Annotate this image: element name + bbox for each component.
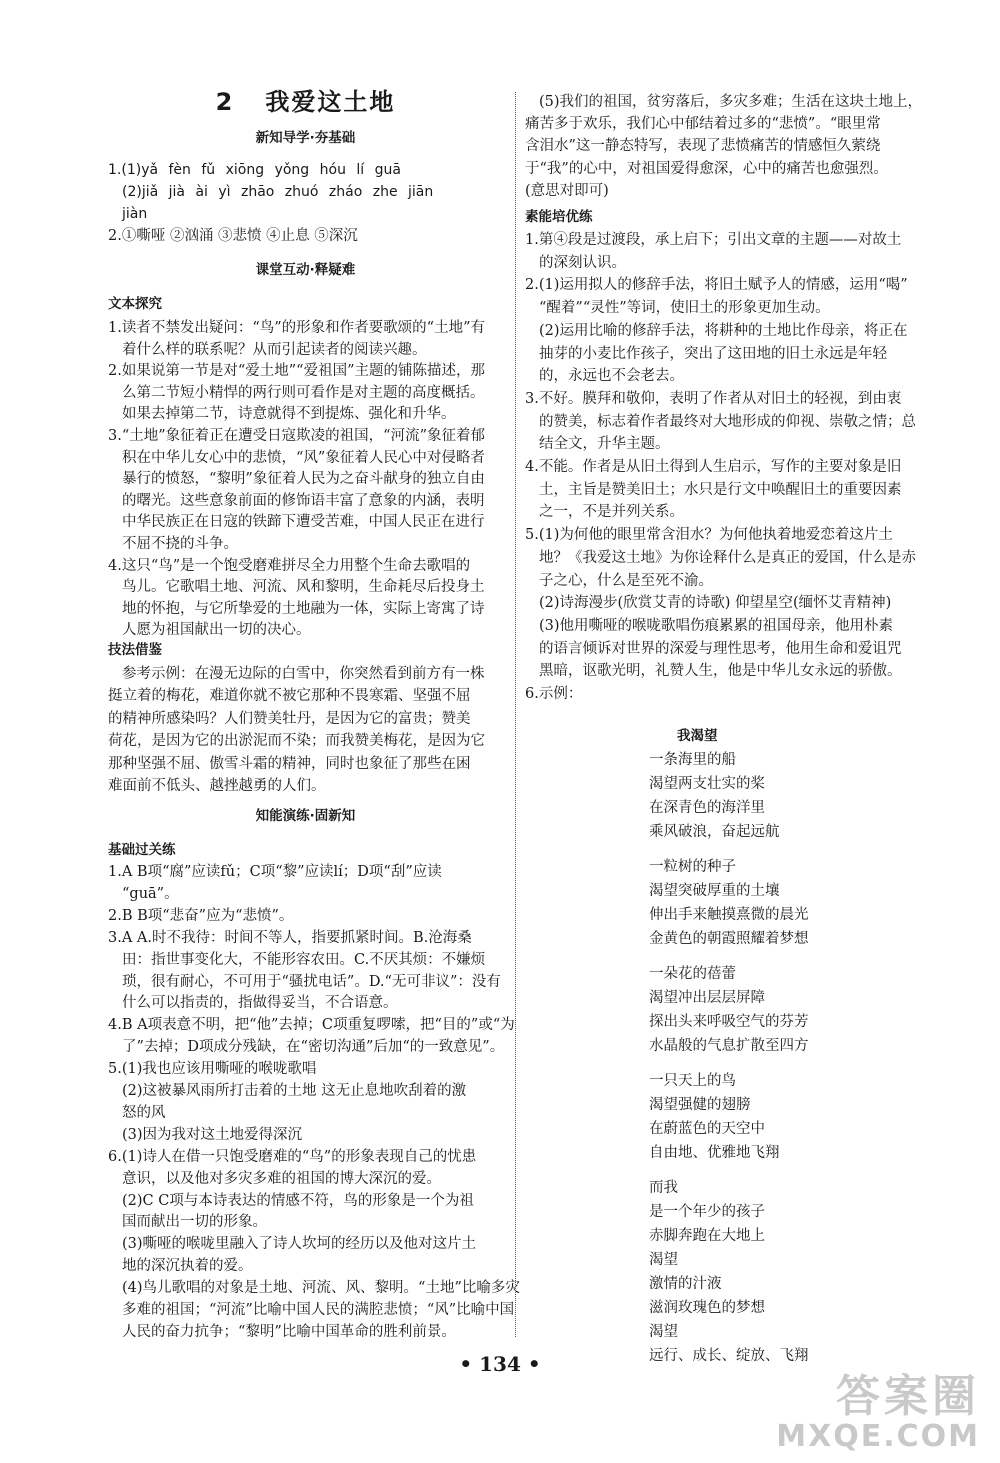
- text-line: 难面前不低头、越挫越勇的人们。: [108, 778, 326, 794]
- text-line: 暴行的愤怒，“黎明”象征着人民为之奋斗献身的独立自由: [122, 471, 485, 488]
- text-line: (4)鸟儿歌唱的对象是土地、河流、风、黎明。“土地”比喻多灾: [122, 1280, 520, 1297]
- section-heading: 新知导学·夯基础: [255, 130, 356, 146]
- poem-line: 乘风破浪，奋起远航: [649, 824, 780, 840]
- poem-line: 在蔚蓝色的天空中: [649, 1121, 765, 1137]
- text-line: 2.(1)运用拟人的修辞手法，将旧土赋予人的情感，运用“喝”: [525, 277, 908, 294]
- text-line: 着什么样的联系呢？从而引起读者的阅读兴趣。: [122, 341, 427, 358]
- text-line: 么第二节短小精悍的两行则可看作是对主题的高度概括。: [122, 384, 485, 401]
- text-line: 荷花，是因为它的出淤泥而不染；而我赞美梅花，是因为它: [108, 733, 485, 750]
- text-line: 如果去掉第二节，诗意就得不到提炼、强化和升华。: [122, 406, 456, 423]
- poem-line: 金黄色的朝霞照耀着梦想: [649, 931, 809, 947]
- text-line: (2)诗海漫步(欣赏艾青的诗歌) 仰望星空(缅怀艾青精神): [539, 595, 892, 612]
- text-line: (2)运用比喻的修辞手法，将耕种的土地比作母亲，将正在: [539, 322, 908, 339]
- text-line: 人愿为祖国献出一切的决心。: [122, 622, 311, 639]
- text-line: 子之心，什么是至死不渝。: [539, 572, 713, 589]
- pinyin-line: (2)jiǎ jià ài yì zhāo zhuó zháo zhe jiān: [122, 184, 434, 200]
- poem-line: 自由地、优雅地飞翔: [649, 1145, 780, 1161]
- pinyin-line: 1.(1)yǎ fèn fǔ xiōng yǒng hóu lí guā: [108, 162, 401, 178]
- text-line: 6.(1)诗人在借一只饱受磨难的“鸟”的形象表现自己的忧患: [108, 1148, 477, 1165]
- text-line: 的曙光。这些意象前面的修饰语丰富了意象的内涵，表明: [122, 492, 485, 509]
- text-line: 3.“土地”象征着正在遭受日寇欺凌的祖国，“河流”象征着郁: [108, 428, 485, 444]
- poem-line: 激情的汁液: [649, 1276, 722, 1292]
- text-line: 那种坚强不屈、傲雪斗霜的精神，同时也象征了那些在困: [108, 755, 471, 772]
- pinyin-line: jiàn: [122, 206, 148, 222]
- text-line: 6.示例：: [525, 686, 583, 702]
- text-line: 3.不好。膜拜和敬仰，表明了作者从对旧土的轻视，到由衷: [525, 390, 902, 407]
- poem-line: 在深青色的海洋里: [649, 800, 765, 816]
- text-line: 4.B A项表意不明，把“他”去掉；C项重复啰嗦，把“目的”或“为: [108, 1017, 515, 1034]
- text-line: 2.如果说第一节是对“爱土地”“爱祖国”主题的铺陈描述，那: [108, 363, 485, 380]
- text-line: 的赞美，标志着作者最终对大地形成的仰视、崇敬之情；总: [539, 413, 916, 430]
- text-line: 琐，很有耐心，不可用于“骚扰电话”。D.“无可非议”：没有: [122, 973, 501, 990]
- lesson-title: [108, 88, 503, 116]
- poem-line: 伸出手来触摸熹微的晨光: [649, 907, 809, 923]
- text-line: 地的怀抱，与它所挚爱的土地融为一体，实际上寄寓了诗: [122, 600, 485, 617]
- text-line: 不屈不挠的斗争。: [122, 536, 238, 552]
- text-line: 中华民族正在日寇的铁蹄下遭受苦难，中国人民正在进行: [122, 514, 485, 531]
- text-line: 4.这只“鸟”是一个饱受磨难拼尽全力用整个生命去歌唱的: [108, 557, 471, 574]
- poem-line: 渴望冲出层层屏障: [649, 990, 765, 1006]
- poem-line: 渴望: [649, 1252, 678, 1268]
- text-line: (意思对即可): [525, 182, 609, 199]
- section-heading: 课堂互动·释疑难: [255, 262, 356, 278]
- text-line: 人民的奋力抗争；“黎明”比喻中国革命的胜利前景。: [122, 1323, 456, 1340]
- text-line: 2.B B项“悲奋”应为“悲愤”。: [108, 907, 294, 924]
- poem-line: 渴望强健的翅膀: [649, 1097, 751, 1113]
- subsection-heading: 基础过关练: [108, 842, 176, 858]
- poem-line: 渴望突破厚重的土壤: [649, 883, 780, 899]
- text-line: 结全文，升华主题。: [539, 436, 670, 453]
- poem-line: 一条海里的船: [649, 752, 736, 768]
- text-line: 抽芽的小麦比作孩子，突出了这田地的旧土永远是年轻: [539, 345, 887, 362]
- text-line: 5.(1)我也应该用嘶哑的喉咙歌唱: [108, 1061, 317, 1078]
- watermark-logo: 答案圈: [836, 1371, 980, 1422]
- text-line: 挺立着的梅花，难道你就不被它那种不畏寒霜、坚强不屈: [108, 688, 471, 705]
- column-divider: [515, 92, 516, 1337]
- text-line: (3)因为我对这土地爱得深沉: [122, 1126, 303, 1143]
- poem-title: 我渴望: [677, 728, 718, 744]
- text-line: 的语言倾诉对世界的深爱与理性思考，他用生命和爱诅咒: [539, 640, 902, 657]
- lesson-title-text: 我爱这土地: [265, 88, 396, 116]
- text-line: 的，永远也不会老去。: [539, 368, 684, 385]
- lesson-number: 2: [215, 88, 235, 116]
- text-line: 1.A B项“腐”应读fǔ；C项“黎”应读lí；D项“刮”应读: [108, 864, 442, 880]
- poem-line: 是一个年少的孩子: [649, 1204, 765, 1220]
- text-line: 痛苦多于欢乐，我们心中郁结着过多的“悲愤”。“眼里常: [525, 116, 881, 133]
- text-line: 意识，以及他对多灾多难的祖国的博大深沉的爱。: [122, 1170, 441, 1187]
- section-heading: 知能演练·固新知: [255, 808, 356, 824]
- poem-line: 渴望: [649, 1324, 678, 1340]
- text-line: 积在中华儿女心中的悲愤，“风”象征着人民心中对侵略者: [122, 449, 485, 466]
- text-line: 的精神所感染吗？人们赞美牡丹，是因为它的富贵；赞美: [108, 710, 471, 727]
- poem-line: 一朵花的蓓蕾: [649, 966, 736, 982]
- text-line: 的深刻认识。: [539, 254, 626, 271]
- subsection-heading: 素能培优练: [525, 209, 593, 225]
- poem-line: 水晶般的气息扩散至四方: [649, 1038, 809, 1054]
- poem-line: 而我: [649, 1180, 678, 1196]
- text-line: 地？《我爱这土地》为你诠释什么是真正的爱国，什么是赤: [539, 549, 916, 566]
- text-line: (3)嘶哑的喉咙里融入了诗人坎坷的经历以及他对这片土: [122, 1236, 477, 1253]
- text-line: 土，主旨是赞美旧土；水只是行文中唤醒旧土的重要因素: [539, 481, 902, 498]
- text-line: 于“我”的心中，对祖国爱得愈深，心中的痛苦也愈强烈。: [525, 160, 888, 177]
- text-line: 黑暗，讴歌光明，礼赞人生，他是中华儿女永远的骄傲。: [539, 663, 902, 680]
- poem-line: 探出头来呼吸空气的芬芳: [649, 1014, 809, 1030]
- subsection-heading: 文本探究: [108, 296, 162, 312]
- subsection-heading: 技法借鉴: [108, 642, 162, 658]
- text-line: 1.第④段是过渡段，承上启下；引出文章的主题——对故土: [525, 232, 902, 248]
- watermark: [776, 1373, 980, 1453]
- text-line: 4.不能。作者是从旧土得到人生启示，写作的主要对象是旧: [525, 459, 902, 475]
- text-line: “guā”。: [122, 885, 179, 902]
- answer-line: 2.①嘶哑 ②汹涌 ③悲愤 ④止息 ⑤深沉: [108, 228, 358, 244]
- poem-line: 渴望两支壮实的桨: [649, 776, 765, 792]
- poem-line: 远行、成长、绽放、飞翔: [649, 1348, 809, 1364]
- page-number: • 134 •: [459, 1352, 541, 1376]
- text-line: (5)我们的祖国，贫穷落后，多灾多难；生活在这块土地上，: [539, 94, 923, 110]
- text-line: (2)这被暴风雨所打击着的土地 这无止息地吹刮着的激: [122, 1083, 467, 1099]
- text-line: “醒着”“灵性”等词，使旧土的形象更加生动。: [539, 300, 830, 317]
- text-line: 了”去掉；D项成分残缺，在“密切沟通”后加“的一致意见”。: [122, 1039, 505, 1056]
- text-line: 国而献出一切的形象。: [122, 1214, 267, 1231]
- text-line: 3.A A.时不我待：时间不等人，指要抓紧时间。B.沧海桑: [108, 929, 472, 946]
- text-line: 鸟儿。它歌唱土地、河流、风和黎明，生命耗尽后投身土: [122, 579, 485, 596]
- text-line: 之一，不是并列关系。: [539, 504, 684, 521]
- text-line: 地的深沉执着的爱。: [122, 1258, 253, 1275]
- poem-line: 一只天上的鸟: [649, 1073, 736, 1089]
- poem-line: 赤脚奔跑在大地上: [649, 1228, 765, 1244]
- text-line: 1.读者不禁发出疑问：“鸟”的形象和作者要歌颂的“土地”有: [108, 320, 485, 336]
- text-line: 田：指世事变化大，不能形容农田。C.不厌其烦：不嫌烦: [122, 951, 486, 968]
- poem-line: 一粒树的种子: [649, 859, 736, 875]
- text-line: 5.(1)为何他的眼里常含泪水？为何他执着地爱恋着这片土: [525, 527, 893, 544]
- text-line: (2)C C项与本诗表达的情感不符，鸟的形象是一个为祖: [122, 1192, 474, 1209]
- text-line: 参考示例：在漫无边际的白雪中，你突然看到前方有一株: [122, 666, 485, 682]
- watermark-url: MXQE.COM: [776, 1419, 980, 1454]
- text-line: (3)他用嘶哑的喉咙歌唱伤痕累累的祖国母亲，他用朴素: [539, 617, 894, 634]
- text-line: 含泪水”这一静态特写，表现了悲愤痛苦的情感恒久萦绕: [525, 138, 881, 155]
- text-line: 怒的风: [122, 1104, 166, 1121]
- text-line: 多难的祖国；“河流”比喻中国人民的满腔悲愤；“风”比喻中国: [122, 1302, 515, 1318]
- poem-line: 滋润玫瑰色的梦想: [649, 1300, 765, 1316]
- text-line: 什么可以指责的，指做得妥当，不合语意。: [122, 995, 398, 1012]
